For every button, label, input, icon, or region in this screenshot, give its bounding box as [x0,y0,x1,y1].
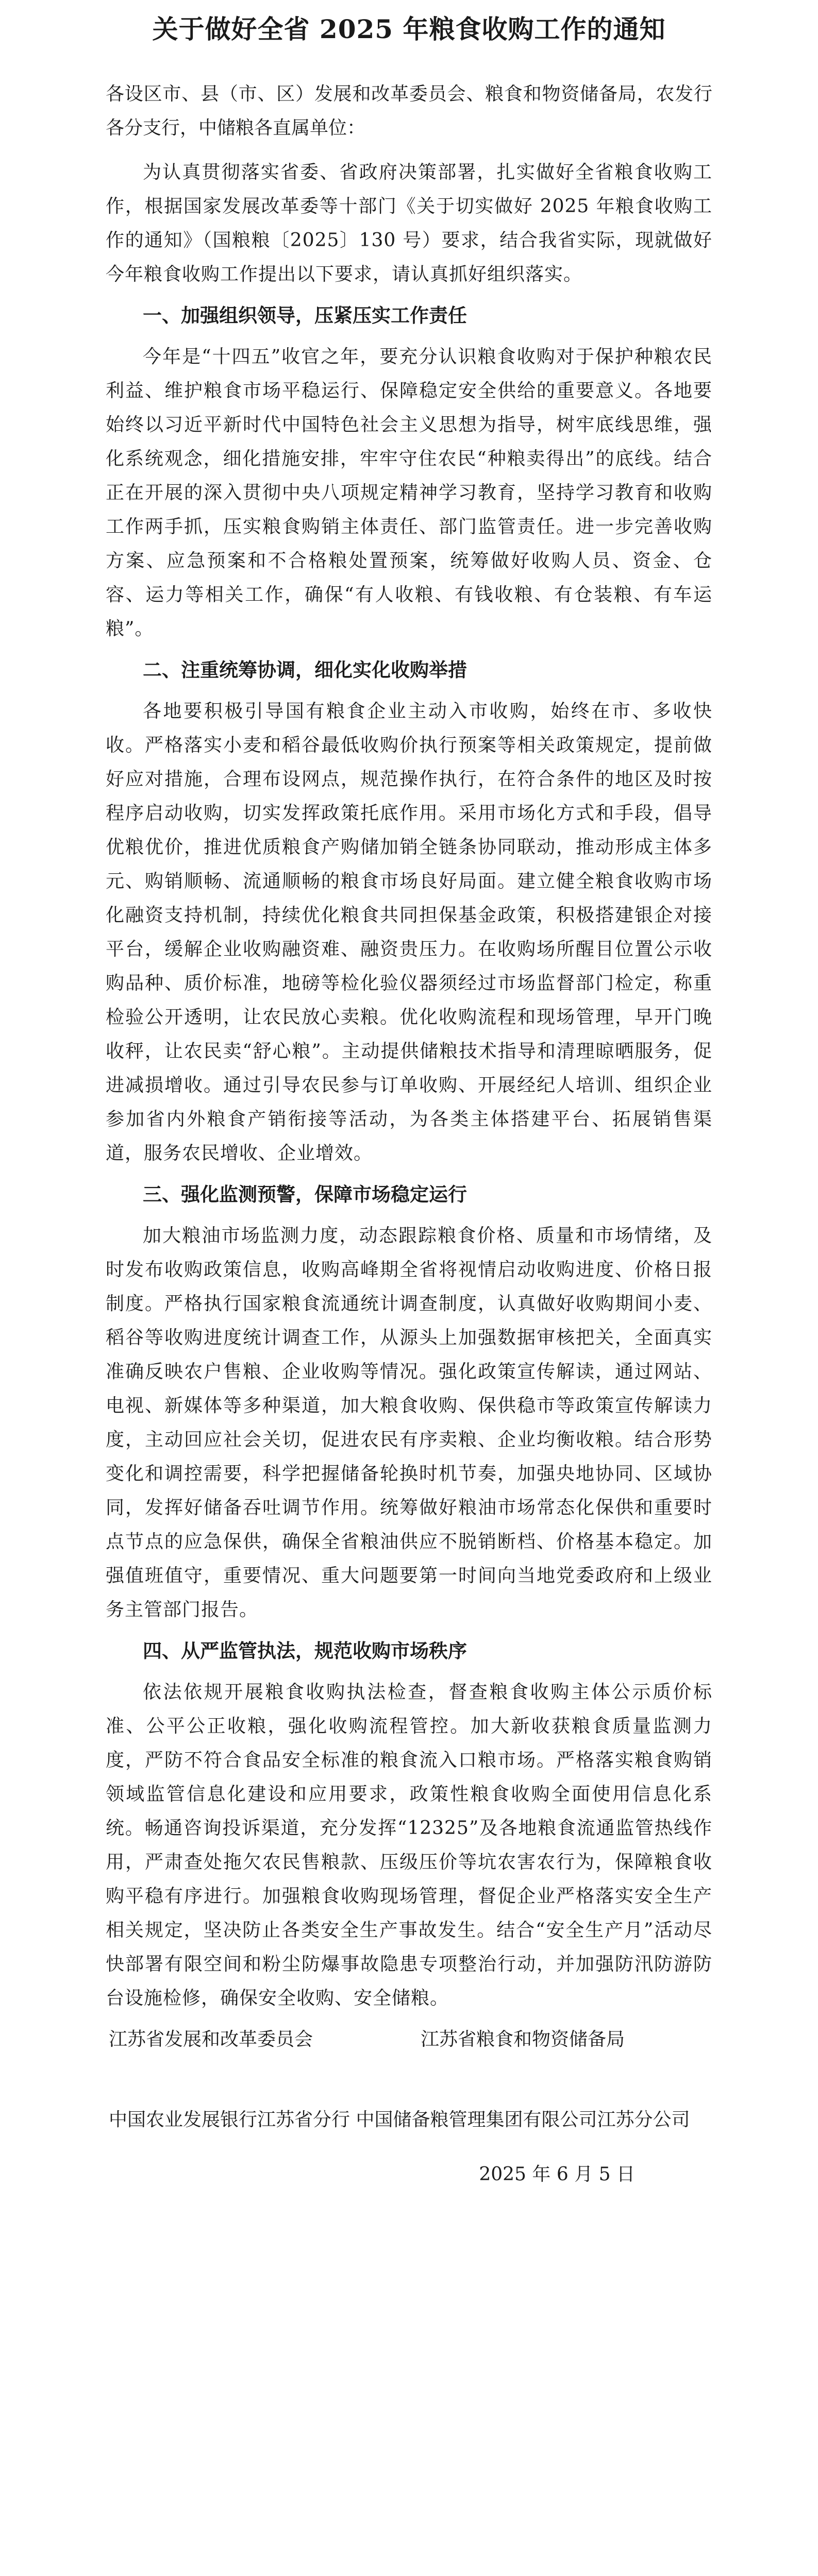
section-3-heading: 三、强化监测预警，保障市场稳定运行 [143,1183,467,1206]
section-1-heading: 一、加强组织领导，压紧压实工作责任 [143,304,467,327]
signers-second-line: 中国农业发展银行江苏省分行 中国储备粮管理集团有限公司江苏分公司 [109,2109,690,2130]
recipients-line: 各设区市、县（市、区）发展和改革委员会、粮食和物资储备局，农发行各分支行，中储粮各直属单位： [106,83,712,139]
section-4-heading: 四、从严监管执法，规范收购市场秩序 [143,1640,467,1662]
section-3-body: 加大粮油市场监测力度，动态跟踪粮食价格、质量和市场情绪，及时发布收购政策信息，收购高峰期全省将视情启动收购进度、价格日报制度。严格执行国家粮食流通统计调查制度，认真做好收购期间小麦、稻谷等收购进度统计调查工作，从源头上加强数据审核把关，全面真实准确反映农户售粮、企业收购等情况。强化政策宣传解读，通过网站、电视、新媒体等多种渠道，加大粮食收购、保供稳市等政策宣传解读力度，主动回应社会关切，促进农民有序卖粮、企业均衡收粮。结合形势变化和调控需要，科学把握储备轮换时机节奏，加强央地协同、区域协同，发挥好储备吞吐调节作用。统筹做好粮油市场常态化保供和重要时点节点的应急保供，确保全省粮油供应不脱销断档、价格基本稳定。加强值班值守，重要情况、重大问题要第一时间向当地党委政府和上级业务主管部门报告。 [106,1225,712,1620]
document-date: 2025 年 6 月 5 日 [479,2164,635,2185]
section-4-body: 依法依规开展粮食收购执法检查，督查粮食收购主体公示质价标准、公平公正收粮，强化收购流程管控。加大新收获粮食质量监测力度，严防不符合食品安全标准的粮食流入口粮市场。严格落实粮食购销领域监管信息化建设和应用要求，政策性粮食收购全面使用信息化系统。畅通咨询投诉渠道，充分发挥“12325”及各地粮食流通监管热线作用，严肃查处拖欠农民售粮款、压级压价等坑农害农行为，保障粮食收购平稳有序进行。加强粮食收购现场管理，督促企业严格落实安全生产相关规定，坚决防止各类安全生产事故发生。结合“安全生产月”活动尽快部署有限空间和粉尘防爆事故隐患专项整治行动，并加强防汛防游防台设施检修，确保安全收购、安全储粮。 [106,1682,712,2009]
intro-paragraph: 为认真贯彻落实省委、省政府决策部署，扎实做好全省粮食收购工作，根据国家发展改革委等十部门《关于切实做好 2025 年粮食收购工作的通知》（国粮粮〔2025〕130 号）要求，结合我省实际，现就做好今年粮食收购工作提出以下要求，请认真抓好组织落实。 [106,162,712,285]
section-2-heading: 二、注重统筹协调，细化实化收购举措 [143,659,467,681]
document-title: 关于做好全省 2025 年粮食收购工作的通知 [152,14,666,44]
section-2-body: 各地要积极引导国有粮食企业主动入市收购，始终在市、多收快收。严格落实小麦和稻谷最低收购价执行预案等相关政策规定，提前做好应对措施，合理布设网点，规范操作执行，在符合条件的地区及时按程序启动收购，切实发挥政策托底作用。采用市场化方式和手段，倡导优粮优价，推进优质粮食产购储加销全链条协同联动，推动形成主体多元、购销顺畅、流通顺畅的粮食市场良好局面。建立健全粮食收购市场化融资支持机制，持续优化粮食共同担保基金政策，积极搭建银企对接平台，缓解企业收购融资难、融资贵压力。在收购场所醒目位置公示收购品种、质价标准，地磅等检化验仪器须经过市场监督部门检定，称重检验公开透明，让农民放心卖粮。优化收购流程和现场管理，早开门晚收秤，让农民卖“舒心粮”。主动提供储粮技术指导和清理晾晒服务，促进减损增收。通过引导农民参与订单收购、开展经纪人培训、组织企业参加省内外粮食产销衔接等活动，为各类主体搭建平台、拓展销售渠道，服务农民增收、企业增效。 [106,701,712,1164]
signers-row [106,2023,712,2057]
signer-grain-bureau: 江苏省粮食和物资储备局 [420,2029,625,2050]
signer-ndrc: 江苏省发展和改革委员会 [109,2029,313,2050]
section-1-body: 今年是“十四五”收官之年，要充分认识粮食收购对于保护种粮农民利益、维护粮食市场平稳运行、保障稳定安全供给的重要意义。各地要始终以习近平新时代中国特色社会主义思想为指导，树牢底线思维，强化系统观念，细化措施安排，牢牢守住农民“种粮卖得出”的底线。结合正在开展的深入贯彻中央八项规定精神学习教育，坚持学习教育和收购工作两手抓，压实粮食购销主体责任、部门监管责任。进一步完善收购方案、应急预案和不合格粮处置预案，统筹做好收购人员、资金、仓容、运力等相关工作，确保“有人收粮、有钱收粮、有仓装粮、有车运粮”。 [106,346,712,639]
